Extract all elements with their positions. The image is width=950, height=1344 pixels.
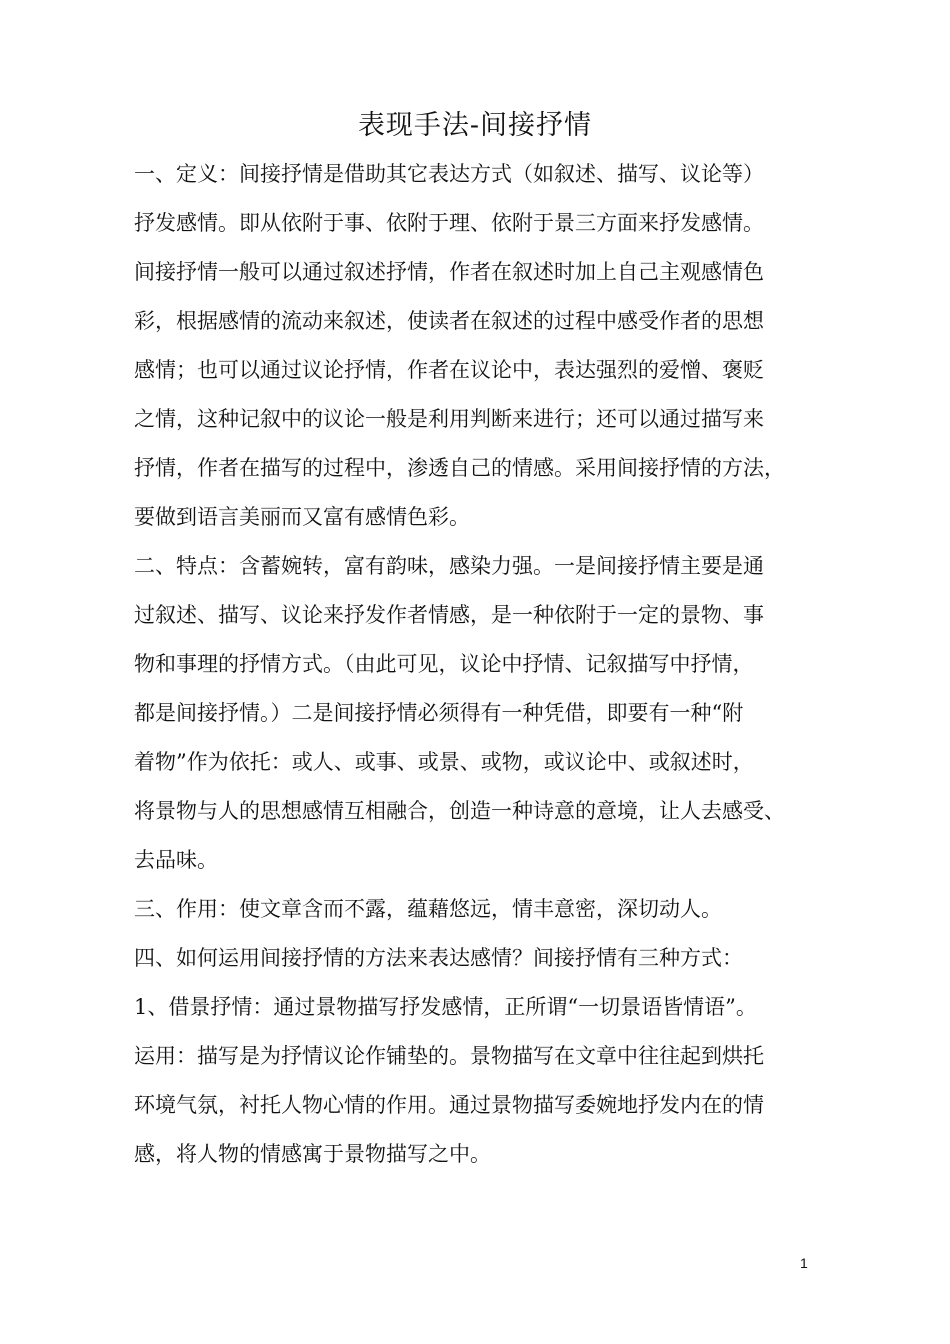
document-body bbox=[134, 150, 824, 1179]
page-number: 1 bbox=[800, 1255, 808, 1271]
text-line: 感，将人物的情感寓于景物描写之中。 bbox=[134, 1142, 491, 1166]
text-line: 间接抒情一般可以通过叙述抒情，作者在叙述时加上自己主观感情色 bbox=[134, 260, 764, 284]
text-line: 将景物与人的思想感情互相融合，创造一种诗意的意境，让人去感受、 bbox=[134, 799, 785, 823]
text-line: 感情；也可以通过议论抒情，作者在议论中，表达强烈的爱憎、褒贬 bbox=[134, 358, 764, 382]
text-line: 之情，这种记叙中的议论一般是利用判断来进行；还可以通过描写来 bbox=[134, 407, 764, 431]
text-line: 抒发感情。即从依附于事、依附于理、依附于景三方面来抒发感情。 bbox=[134, 211, 764, 235]
text-line: 运用：描写是为抒情议论作铺垫的。景物描写在文章中往往起到烘托 bbox=[134, 1044, 764, 1068]
text-line: 彩，根据感情的流动来叙述，使读者在叙述的过程中感受作者的思想 bbox=[134, 309, 764, 333]
text-line: 过叙述、描写、议论来抒发作者情感，是一种依附于一定的景物、事 bbox=[134, 603, 764, 627]
text-line: 1、借景抒情：通过景物描写抒发感情，正所谓“一切景语皆情语”。 bbox=[134, 995, 757, 1019]
text-line: 去品味。 bbox=[134, 848, 218, 872]
text-line: 四、如何运用间接抒情的方法来表达感情？间接抒情有三种方式： bbox=[134, 946, 743, 970]
text-line: 要做到语言美丽而又富有感情色彩。 bbox=[134, 505, 470, 529]
text-line: 抒情，作者在描写的过程中，渗透自己的情感。采用间接抒情的方法， bbox=[134, 456, 785, 480]
text-line: 着物”作为依托：或人、或事、或景、或物，或议论中、或叙述时， bbox=[134, 750, 754, 774]
text-line: 一、定义：间接抒情是借助其它表达方式（如叙述、描写、议论等） bbox=[134, 162, 764, 186]
text-line: 二、特点：含蓄婉转，富有韵味，感染力强。一是间接抒情主要是通 bbox=[134, 554, 764, 578]
text-line: 环境气氛，衬托人物心情的作用。通过景物描写委婉地抒发内在的情 bbox=[134, 1093, 764, 1117]
text-line: 三、作用：使文章含而不露，蕴藉悠远，情丰意密，深切动人。 bbox=[134, 897, 722, 921]
text-line: 物和事理的抒情方式。（由此可见，议论中抒情、记叙描写中抒情， bbox=[134, 652, 754, 676]
document-title: 表现手法-间接抒情 bbox=[357, 110, 593, 141]
text-line: 都是间接抒情。）二是间接抒情必须得有一种凭借，即要有一种“附 bbox=[134, 701, 744, 725]
